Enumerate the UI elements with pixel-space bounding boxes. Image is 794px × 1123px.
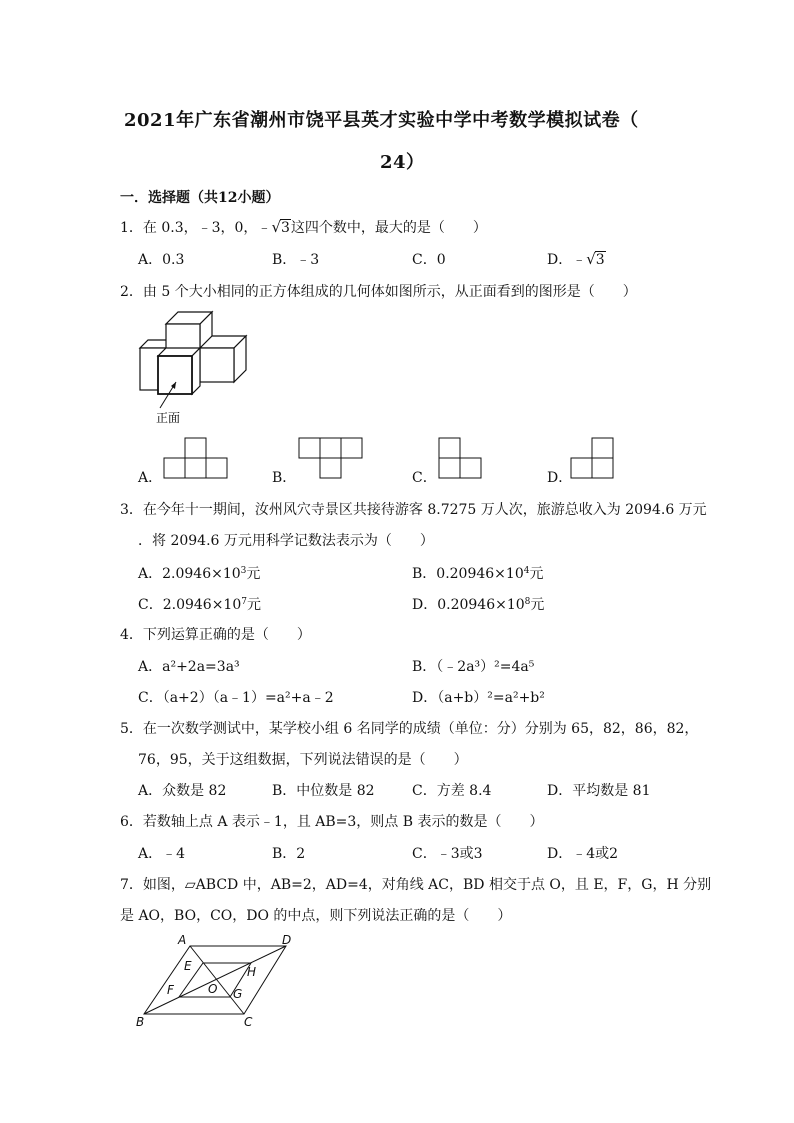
q2-option-c-figure bbox=[438, 437, 484, 480]
q1-option-c: C．0 bbox=[412, 252, 446, 268]
q3-option-c-post: 元 bbox=[246, 597, 261, 613]
question-7-line2: 是 AO，BO，CO，DO 的中点，则下列说法正确的是（ ） bbox=[120, 908, 512, 924]
question-2: 2．由 5 个大小相同的正方体组成的几何体如图所示，从正面看到的图形是（ ） bbox=[120, 284, 637, 300]
q1-option-d-radicand: 3 bbox=[595, 252, 605, 268]
parallelogram-figure bbox=[134, 932, 300, 1028]
q1-text-post: 这四个数中，最大的是（ ） bbox=[290, 220, 487, 236]
question-5-line2: 76，95，关于这组数据，下列说法错误的是（ ） bbox=[138, 752, 468, 768]
label-d: D bbox=[282, 933, 292, 947]
q3-option-d-exp: 8 bbox=[524, 597, 531, 607]
label-h: H bbox=[247, 965, 257, 979]
q4-option-b: B．（﹣2a³）²=4a⁵ bbox=[412, 659, 535, 675]
q6-option-c: C．﹣3或3 bbox=[412, 846, 483, 862]
q4-option-a: A．a²+2a=3a³ bbox=[138, 659, 240, 675]
q1-option-d-pre: D．﹣ bbox=[547, 252, 587, 268]
q4-option-d: D．（a+b）²=a²+b² bbox=[412, 690, 545, 706]
q3-option-a-post: 元 bbox=[246, 566, 261, 582]
question-1 bbox=[120, 217, 487, 237]
q3-option-c bbox=[138, 594, 261, 614]
q1-option-d bbox=[547, 249, 606, 269]
q3-option-d-post: 元 bbox=[530, 597, 545, 613]
q6-option-b: B．2 bbox=[272, 846, 306, 862]
q4-option-c: C．（a+2）（a﹣1）=a²+a﹣2 bbox=[138, 690, 334, 706]
exam-title-line2: 24） bbox=[380, 152, 425, 173]
q1-option-a: A．0.3 bbox=[138, 252, 185, 268]
q1-text-pre: 1．在 0.3，﹣3，0，﹣ bbox=[120, 220, 272, 236]
q3-option-d-pre: D．0.20946×10 bbox=[412, 597, 525, 613]
front-label: 正面 bbox=[156, 411, 181, 425]
q3-option-b-exp: 4 bbox=[523, 566, 530, 576]
q5-option-d: D．平均数是 81 bbox=[547, 783, 651, 799]
section-heading: 一．选择题（共12小题） bbox=[120, 190, 280, 206]
question-3-line1: 3．在今年十一期间，汝州风穴寺景区共接待游客 8.7275 万人次，旅游总收入为 2094.6 万元 bbox=[120, 502, 707, 518]
label-e: E bbox=[184, 959, 192, 973]
q6-option-d: D．﹣4或2 bbox=[547, 846, 619, 862]
cube-figure bbox=[136, 304, 256, 429]
q5-option-b: B．中位数是 82 bbox=[272, 783, 375, 799]
question-7-line1: 7．如图，▱ABCD 中，AB=2，AD=4，对角线 AC，BD 相交于点 O，且 E，F，G，H 分别 bbox=[120, 877, 712, 893]
label-g: G bbox=[233, 987, 243, 1001]
q5-option-a: A．众数是 82 bbox=[138, 783, 227, 799]
q3-option-a bbox=[138, 563, 260, 583]
q2-option-d: D． bbox=[547, 470, 573, 486]
q2-option-d-figure bbox=[570, 437, 616, 480]
question-6: 6．若数轴上点 A 表示﹣1，且 AB=3，则点 B 表示的数是（ ） bbox=[120, 814, 544, 830]
q1-sqrt: √3 bbox=[271, 218, 290, 236]
q1-option-b: B．﹣3 bbox=[272, 252, 320, 268]
q3-option-a-exp: 3 bbox=[240, 566, 247, 576]
q2-option-b-figure bbox=[298, 437, 364, 480]
label-f: F bbox=[167, 983, 174, 997]
label-b: B bbox=[136, 1015, 145, 1028]
q3-option-c-pre: C．2.0946×10 bbox=[138, 597, 242, 613]
q5-option-c: C．方差 8.4 bbox=[412, 783, 492, 799]
q3-option-a-pre: A．2.0946×10 bbox=[138, 566, 241, 582]
q2-option-b: B． bbox=[272, 470, 297, 486]
q2-option-a-figure bbox=[163, 437, 229, 480]
q3-option-c-exp: 7 bbox=[241, 597, 247, 607]
label-o: O bbox=[208, 982, 218, 996]
q3-option-b bbox=[412, 563, 543, 583]
diagonal-ac bbox=[190, 946, 244, 1014]
question-5-line1: 5．在一次数学测试中，某学校小组 6 名同学的成绩（单位：分）分别为 65，82，86，82， bbox=[120, 721, 699, 737]
q6-option-a: A．﹣4 bbox=[138, 846, 186, 862]
label-c: C bbox=[244, 1015, 253, 1028]
question-3-line2: ．将 2094.6 万元用科学记数法表示为（ ） bbox=[138, 533, 434, 549]
q1-option-d-sqrt: √3 bbox=[586, 250, 605, 268]
q3-option-d bbox=[412, 594, 544, 614]
q3-option-b-post: 元 bbox=[529, 566, 544, 582]
q2-option-c: C． bbox=[412, 470, 437, 486]
label-a: A bbox=[178, 933, 187, 947]
question-4: 4．下列运算正确的是（ ） bbox=[120, 627, 311, 643]
q1-radicand: 3 bbox=[281, 220, 290, 236]
q3-option-b-pre: B．0.20946×10 bbox=[412, 566, 524, 582]
exam-title-line1: 2021年广东省潮州市饶平县英才实验中学中考数学模拟试卷（ bbox=[124, 110, 639, 131]
q2-option-a: A． bbox=[138, 470, 163, 486]
